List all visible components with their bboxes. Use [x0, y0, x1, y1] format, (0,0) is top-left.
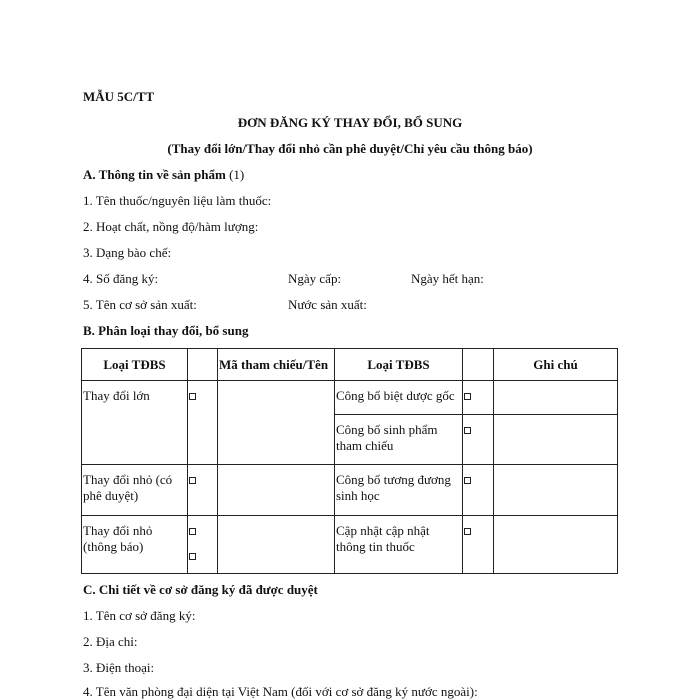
country-field: Nước sản xuất:: [288, 297, 367, 312]
bioequivalence-checkbox-cell: [463, 465, 494, 516]
bioequivalence-notes-cell: [494, 465, 618, 516]
header-blank-left: [188, 349, 218, 381]
section-b-heading: B. Phân loại thay đổi, bổ sung: [83, 323, 249, 338]
registrant-field: 1. Tên cơ sở đăng ký:: [83, 608, 196, 623]
dosage-form-field: 3. Dạng bào chế:: [83, 245, 172, 260]
minor-notify-checkbox-cell: [188, 516, 218, 574]
manufacturer-field: 5. Tên cơ sở sản xuất:: [83, 297, 197, 312]
table-header-row: [82, 349, 618, 381]
representative-office-field: 4. Tên văn phòng đại diện tại Việt Nam (đối với cơ sở đăng ký nước ngoài):: [83, 684, 478, 699]
major-change-reference-cell: [218, 381, 335, 465]
row-drug-info-update: Cập nhật cập nhật thông tin thuốc: [335, 516, 463, 574]
phone-field: 3. Điện thoại:: [83, 660, 155, 675]
brand-drug-notes-cell: [494, 381, 618, 415]
registration-number-field: 4. Số đăng ký:: [83, 271, 159, 286]
table-row: [82, 465, 618, 516]
active-ingredient-field: 2. Hoạt chất, nồng độ/hàm lượng:: [83, 219, 259, 234]
reference-bio-checkbox[interactable]: [464, 427, 471, 434]
minor-notify-checkbox-b[interactable]: [189, 553, 196, 560]
change-classification-table: [81, 348, 618, 574]
row-minor-approval: Thay đổi nhỏ (có phê duyệt): [82, 465, 188, 516]
table-row: [82, 516, 618, 574]
minor-approval-reference-cell: [218, 465, 335, 516]
major-change-checkbox[interactable]: [189, 393, 196, 400]
form-title: ĐƠN ĐĂNG KÝ THAY ĐỔI, BỔ SUNG: [237, 115, 463, 130]
table-row: [82, 381, 618, 415]
section-a-heading: [83, 167, 244, 183]
row-minor-notify: Thay đổi nhỏ (thông báo): [82, 516, 188, 574]
address-field: 2. Địa chỉ:: [83, 634, 138, 649]
minor-approval-checkbox-cell: [188, 465, 218, 516]
section-a-heading-text: A. Thông tin về sản phẩm: [83, 167, 226, 182]
expiry-date-field: Ngày hết hạn:: [411, 271, 484, 286]
drug-name-field: 1. Tên thuốc/nguyên liệu làm thuốc:: [83, 193, 272, 208]
reference-bio-notes-cell: [494, 415, 618, 465]
major-change-checkbox-cell: [188, 381, 218, 465]
bioequivalence-checkbox[interactable]: [464, 477, 471, 484]
section-c-heading: C. Chi tiết về cơ sở đăng ký đã được duyệt: [83, 582, 318, 597]
minor-notify-checkbox-a[interactable]: [189, 528, 196, 535]
row-brand-drug: Công bố biệt dược gốc: [335, 381, 463, 415]
drug-info-update-checkbox-cell: [463, 516, 494, 574]
header-type-right: Loại TĐBS: [335, 349, 463, 381]
header-type-left: Loại TĐBS: [82, 349, 188, 381]
minor-approval-checkbox[interactable]: [189, 477, 196, 484]
minor-notify-reference-cell: [218, 516, 335, 574]
row-reference-bio: Công bố sinh phẩm tham chiếu: [335, 415, 463, 465]
row-major-change: Thay đổi lớn: [82, 381, 188, 465]
reference-bio-checkbox-cell: [463, 415, 494, 465]
form-code: MẪU 5C/TT: [83, 89, 155, 104]
row-bioequivalence: Công bố tương đương sinh học: [335, 465, 463, 516]
section-a-heading-note: (1): [225, 167, 245, 182]
brand-drug-checkbox-cell: [463, 381, 494, 415]
header-notes: Ghi chú: [494, 349, 618, 381]
brand-drug-checkbox[interactable]: [464, 393, 471, 400]
header-reference: Mã tham chiếu/Tên: [218, 349, 335, 381]
drug-info-update-notes-cell: [494, 516, 618, 574]
form-subtitle: (Thay đổi lớn/Thay đổi nhỏ cần phê duyệt/Chỉ yêu cầu thông báo): [167, 141, 533, 156]
header-blank-right: [463, 349, 494, 381]
drug-info-update-checkbox[interactable]: [464, 528, 471, 535]
issue-date-field: Ngày cấp:: [288, 271, 342, 286]
